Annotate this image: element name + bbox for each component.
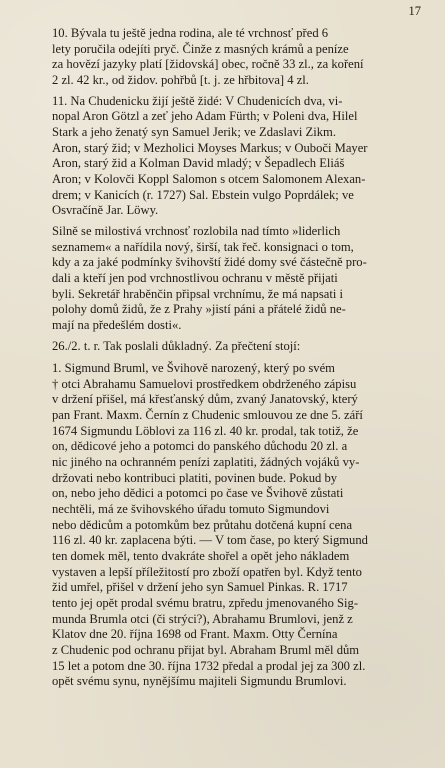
text-line: nic jiného na ochranném penízi zaplatiti, žádných vojáků vy-	[52, 455, 360, 470]
text-line: 10. Bývala tu ještě jedna rodina, ale té vrchnosť před 6	[52, 26, 329, 40]
text-line: mají na předešlém dosti«.	[52, 317, 182, 332]
text-line: † otci Abrahamu Samuelovi prostředkem obdrženého zápisu	[52, 376, 357, 391]
text-line: Aron; v Kolovči Koppl Salomon s otcem Salomonem Alexan-	[52, 171, 366, 186]
text-line: lety poručila odejíti pryč. Činže z masných krámů a peníze	[52, 41, 349, 56]
text-line: munda Brumla otci (či strýci?), Abrahamu Brumlovi, jenž z	[52, 611, 353, 626]
text-line: on, nebo jeho dědici a potomci po čase ve Švihově zůstati	[52, 486, 344, 501]
text-line: z Chudenic pod ochranu přijat byl. Abraham Bruml měl dům	[52, 642, 360, 657]
text-line: nopal Aron Götzl a zeť jeho Adam Fürth; v Poleni dva, Hilel	[52, 109, 358, 124]
text-line: dali a kteří jen pod vrchnostlivou ochranu v městě přijati	[52, 270, 338, 285]
text-line: žid umřel, přišel v držení jeho syn Samuel Pinkas. R. 1717	[52, 580, 348, 595]
text-line: Aron, starý žid; v Mezholici Moyses Markus; v Ouboči Mayer	[52, 140, 368, 155]
text-line: držovati nebo kontribuci platiti, povinen bude. Pokud by	[52, 470, 338, 485]
text-line: drem; v Kanicích (r. 1727) Sal. Ebstein vulgo Poprdálek; ve	[52, 187, 354, 202]
text-line: nebo dědicům a potomkům bez průtahu dotčená kupní cena	[52, 517, 353, 532]
text-line: kdy a za jaké podmínky švihovští židé domy své částečně pro-	[52, 255, 367, 270]
text-line: byli. Sekretář hraběnčin připsal vrchnímu, že má napsati i	[52, 286, 343, 301]
text-line: Silně se milostivá vrchnosť rozlobila nad tímto »liderlich	[52, 223, 341, 238]
text-line: pan Frant. Maxm. Černín z Chudenic smlouvou ze dne 5. září	[52, 408, 363, 423]
text-line: Klatov dne 20. října 1698 od Frant. Maxm. Otty Černína	[52, 627, 338, 642]
paragraph-10	[30, 26, 423, 89]
text-line: 1. Sigmund Bruml, ve Švihově narozený, který po svém	[52, 361, 335, 376]
text-line: seznamem« a nařídila nový, širší, tak řeč. konsignaci o tom,	[52, 239, 354, 254]
text-line: Stark a jeho ženatý syn Samuel Jerik; ve Zdaslavi Zikm.	[52, 124, 336, 139]
text-line: 116 zl. 40 kr. zaplacena býti. — V tom čase, po který Sigmund	[52, 533, 368, 548]
paragraph-11	[30, 94, 423, 219]
text-line: v držení přišel, má křesťanský dům, zvaný Janatovský, který	[52, 392, 358, 407]
text-line: tento jej opět prodal svému bratru, zpředu jmenovaného Sig-	[52, 595, 359, 610]
text-line: 15 let a potom dne 30. října 1732 předal a prodal jej za 300 zl.	[52, 658, 366, 673]
paragraph-date	[30, 339, 423, 355]
text-line: za hovězí jazyky platí [židovská] obec, ročně 33 zl., za koření	[52, 57, 364, 72]
text-line: 11. Na Chudenicku žijí ještě židé: V Chudenicích dva, vi-	[52, 93, 343, 108]
paragraph-1	[30, 361, 423, 690]
text-line: polohy domů židů, že z Prahy »jistí páni a přátelé židů ne-	[52, 302, 346, 317]
text-line: 26./2. t. r. Tak poslali důkladný. Za přečtení stojí:	[52, 339, 301, 354]
text-line: Osvračíně Jar. Löwy.	[52, 203, 159, 218]
text-line: opět svému synu, nynějšímu majiteli Sigmundu Brumlovi.	[52, 674, 347, 689]
text-line: on, dědicové jeho a potomci do panského důchodu 20 zl. a	[52, 439, 348, 454]
text-line: 2 zl. 42 kr., od židov. pohřbů [t. j. ze hřbitova] 4 zl.	[52, 72, 309, 87]
text-line: vystaven a lepší příležitostí pro zboží opatřen byl. Když tento	[52, 564, 362, 579]
text-line: ten domek měl, tento dvakráte shořel a opět jeho nákladem	[52, 549, 350, 563]
paragraph-vrchnost	[30, 224, 423, 334]
text-line: Aron, starý žid a Kolman David mladý; v Šepadlech Eliáš	[52, 156, 345, 171]
text-line: nechtěli, má ze švihovského úřadu tomuto Sigmundovi	[52, 502, 330, 517]
text-line: 1674 Sigmundu Löblovi za 116 zl. 40 kr. prodal, tak totiž, že	[52, 423, 359, 438]
page-number: 17	[408, 4, 421, 18]
